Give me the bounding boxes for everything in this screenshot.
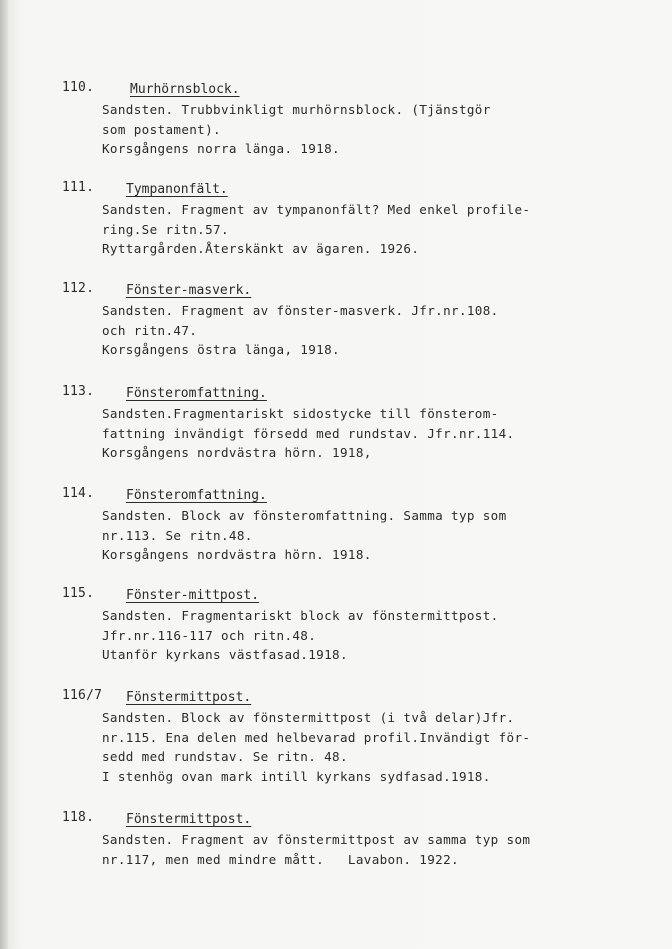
entry-title: Fönstermittpost.	[126, 812, 252, 827]
entry-line: nr.115. Ena delen med helbevarad profil.Invändigt för-	[102, 729, 531, 745]
entry-title: Fönsteromfattning.	[126, 386, 267, 401]
entry-line: nr.117, men med mindre mått. Lavabon. 1922.	[102, 851, 459, 867]
entry-line: Korsgångens östra länga, 1918.	[102, 342, 340, 357]
entry-title: Fönstermittpost.	[126, 690, 252, 705]
entry-line: Korsgångens nordvästra hörn. 1918.	[102, 547, 372, 562]
entry-title: Fönster-masverk.	[126, 283, 252, 298]
entry-number: 118.	[62, 810, 95, 825]
entry-line: Sandsten. Trubbvinkligt murhörnsblock. (Tjänstgör	[102, 102, 491, 117]
entry-line: Sandsten. Block av fönstermittpost (i två delar)Jfr.	[102, 710, 515, 725]
entry-line: Korsgångens nordvästra hörn. 1918,	[102, 445, 372, 460]
entry-number: 110.	[62, 80, 95, 95]
entry-line: som postament).	[102, 121, 221, 137]
binding-edge	[0, 0, 8, 949]
entry-line: fattning invändigt försedd med rundstav. Jfr.nr.114.	[102, 425, 515, 441]
entry-number: 111.	[62, 180, 95, 195]
entry-line: ring.Se ritn.57.	[102, 221, 229, 237]
entry-line: och ritn.47.	[102, 322, 198, 338]
entry-line: Sandsten. Block av fönsteromfattning. Samma typ som	[102, 508, 507, 523]
entry-line: Utanför kyrkans västfasad.1918.	[102, 647, 348, 662]
entry-line: Sandsten. Fragmentariskt block av fönstermittpost.	[102, 608, 499, 623]
entry-line: Jfr.nr.116-117 och ritn.48.	[102, 627, 317, 643]
entry-line: Sandsten.Fragmentariskt sidostycke till fönsterom-	[102, 406, 499, 421]
entry-line: Korsgångens norra länga. 1918.	[102, 141, 340, 156]
entry-number: 114.	[62, 486, 95, 501]
entry-number: 116/7	[62, 688, 103, 703]
entry-title: Fönsteromfattning.	[126, 488, 267, 503]
entry-number: 113.	[62, 384, 95, 399]
entry-line: nr.113. Se ritn.48.	[102, 527, 253, 543]
entry-line: Sandsten. Fragment av tympanonfält? Med enkel profile-	[102, 202, 531, 217]
entry-line: Ryttargården.Återskänkt av ägaren. 1926.	[102, 241, 420, 256]
entry-title: Fönster-mittpost.	[126, 588, 260, 603]
entry-line: Sandsten. Fragment av fönstermittpost av samma typ som	[102, 832, 531, 847]
entry-number: 115.	[62, 586, 95, 601]
entry-number: 112.	[62, 281, 95, 296]
entry-title: Murhörnsblock.	[130, 82, 240, 97]
entry-line: sedd med rundstav. Se ritn. 48.	[102, 749, 348, 764]
entry-line: Sandsten. Fragment av fönster-masverk. Jfr.nr.108.	[102, 303, 499, 318]
entry-line: I stenhög ovan mark intill kyrkans sydfasad.1918.	[102, 768, 491, 784]
entry-title: Tympanonfält.	[126, 182, 228, 197]
